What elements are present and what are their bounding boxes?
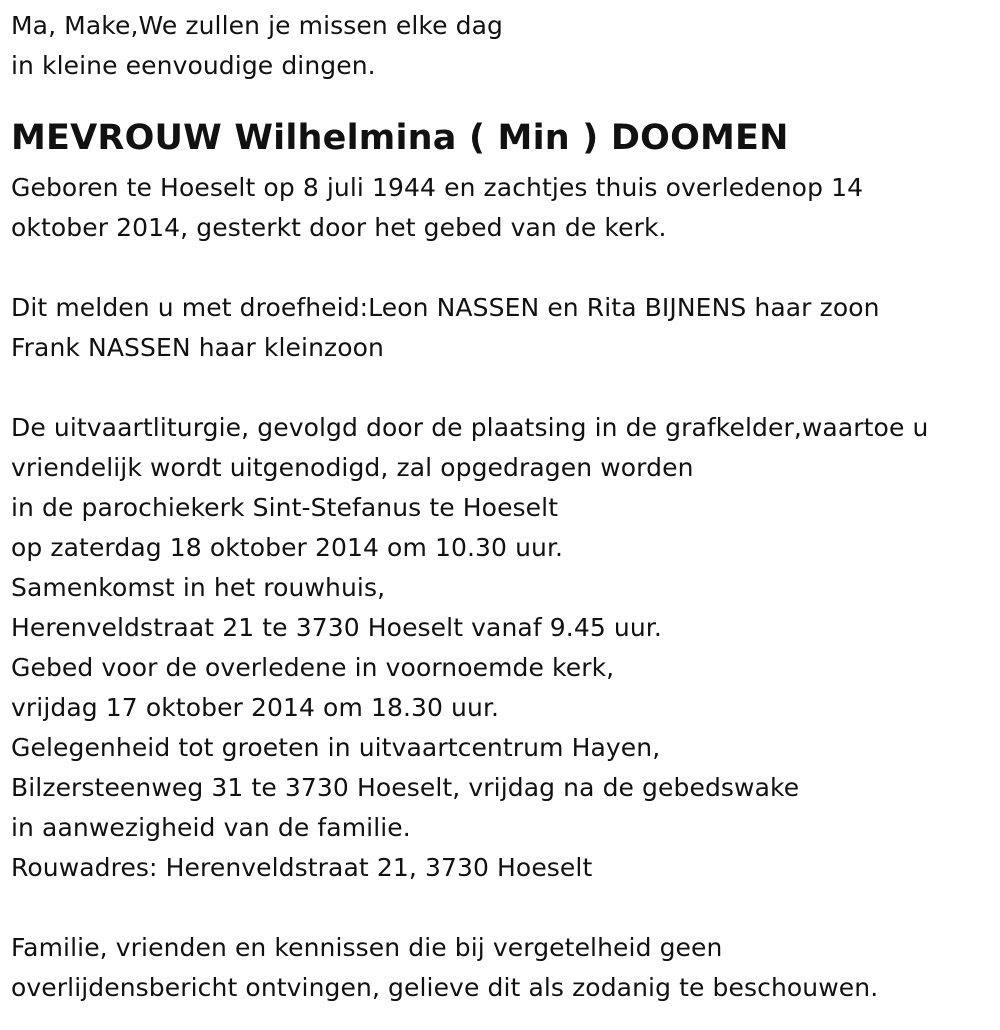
service-line: Herenveldstraat 21 te 3730 Hoeselt vanaf 9.45 uur. bbox=[11, 613, 662, 642]
birth-death-paragraph bbox=[11, 168, 991, 248]
intro-verse bbox=[11, 6, 991, 86]
paragraph-gap bbox=[11, 368, 991, 408]
service-line: vriendelijk wordt uitgenodigd, zal opgedragen worden bbox=[11, 453, 694, 482]
service-details bbox=[11, 408, 991, 888]
intro-line: Ma, Make,We zullen je missen elke dag bbox=[11, 11, 503, 40]
service-line: De uitvaartliturgie, gevolgd door de plaatsing in de grafkelder,waartoe u bbox=[11, 413, 929, 442]
service-line: Gelegenheid tot groeten in uitvaartcentrum Hayen, bbox=[11, 733, 661, 762]
intro-line: in kleine eenvoudige dingen. bbox=[11, 51, 376, 80]
announcement-paragraph bbox=[11, 288, 991, 368]
text-line: Geboren te Hoeselt op 8 juli 1944 en zachtjes thuis overledenop 14 bbox=[11, 173, 864, 202]
text-line: Frank NASSEN haar kleinzoon bbox=[11, 333, 384, 362]
service-line: Gebed voor de overledene in voornoemde kerk, bbox=[11, 653, 615, 682]
service-line: Bilzersteenweg 31 te 3730 Hoeselt, vrijdag na de gebedswake bbox=[11, 773, 800, 802]
deceased-name: MEVROUW Wilhelmina ( Min ) DOOMEN bbox=[11, 118, 789, 158]
closing-paragraph bbox=[11, 928, 991, 1008]
service-line: Rouwadres: Herenveldstraat 21, 3730 Hoeselt bbox=[11, 853, 593, 882]
service-line: vrijdag 17 oktober 2014 om 18.30 uur. bbox=[11, 693, 500, 722]
service-line: in aanwezigheid van de familie. bbox=[11, 813, 411, 842]
obituary-notice bbox=[11, 6, 991, 1008]
paragraph-gap bbox=[11, 888, 991, 928]
text-line: Dit melden u met droefheid:Leon NASSEN en Rita BIJNENS haar zoon bbox=[11, 293, 880, 322]
service-line: Samenkomst in het rouwhuis, bbox=[11, 573, 386, 602]
text-line: overlijdensbericht ontvingen, gelieve dit als zodanig te beschouwen. bbox=[11, 973, 879, 1002]
text-line: Familie, vrienden en kennissen die bij vergetelheid geen bbox=[11, 933, 723, 962]
service-line: op zaterdag 18 oktober 2014 om 10.30 uur. bbox=[11, 533, 564, 562]
text-line: oktober 2014, gesterkt door het gebed van de kerk. bbox=[11, 213, 667, 242]
paragraph-gap bbox=[11, 248, 991, 288]
service-line: in de parochiekerk Sint-Stefanus te Hoeselt bbox=[11, 493, 559, 522]
